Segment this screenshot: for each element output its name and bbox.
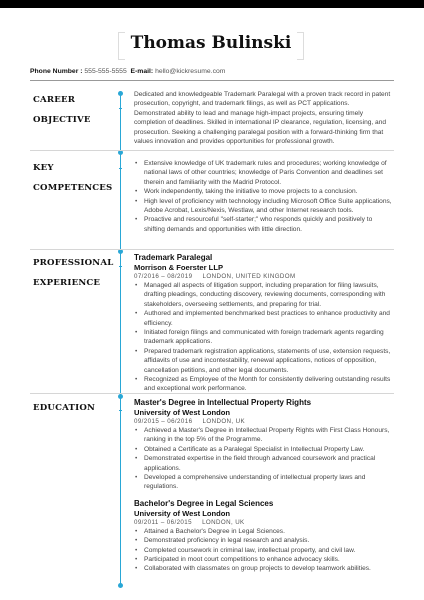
list-item: • Managed all aspects of litigation support, including preparation for filing lawsuits, drafting pleadings, conducting discovery, reviewing documents, corresponding with stakeholders, overseeing settlements, and preparing for trial. [134,281,392,309]
section-title-line: CAREER [33,95,76,105]
company-name: Morrison & Foerster LLP [134,263,224,272]
timeline-dot [118,91,123,96]
section-divider [30,249,394,250]
list-item: • Initiated foreign filings and communicated with foreign trademark agents regarding trademark applications. [134,328,392,347]
timeline-dot [118,583,123,588]
list-item: • Proactive and resourceful "self-starter;" who responds quickly and positively to shifting demands and opportunities with little direction. [134,215,392,234]
list-item: • Extensive knowledge of UK trademark rules and procedures; working knowledge of national laws of other countries; knowledge of Paris Convention and deadlines set therein and familiarity with the Madrid Protocol. [134,159,392,187]
section-title-line: OBJECTIVE [33,115,91,125]
timeline-line [120,92,121,586]
key-competences-content [134,159,392,234]
header-divider [30,80,394,81]
degree-location: LONDON, UK [202,518,245,526]
timeline-tick [119,168,122,169]
job-dates: 07/2016 – 08/2019 [134,273,193,280]
email-label: E-mail: [130,68,154,75]
list-item: • High level of proficiency with technology including Microsoft Office Suite applications, Adobe Acrobat, Lexis/Nexis, Westlaw, and other Internet research tools. [134,197,392,216]
professional-experience-content [134,253,392,394]
list-item: • Developed a comprehensive understanding of intellectual property laws and regulations. [134,473,392,492]
career-objective-content [134,90,392,146]
list-item: • Collaborated with classmates on group projects to develop teamwork abilities. [134,564,392,573]
timeline-dot [118,394,123,399]
degree-dates: 09/2011 – 06/2015 [134,518,192,526]
degree-achievements-list [134,426,392,492]
list-item: • Demonstrated proficiency in legal research and analysis. [134,536,392,545]
section-title-key-competences [33,158,112,198]
section-title-career-objective [33,90,91,130]
career-objective-text: Dedicated and knowledgeable Trademark Paralegal with a proven track record in patent prosecution, copyright, and trademark filings, as well as PCT applications. Demonstrated ability to lead and manage high-impact projects, ensuring timely completion of deadlines. Skilled in international IP clearance, regulation, licensing, and prosecution. Seeking a challenging paralegal position with a forward-thinking firm that values innovation and provides opportunities for professional growth. [134,91,391,146]
section-divider [30,150,394,151]
list-item: • Demonstrated expertise in the field through advanced coursework and practical applications. [134,454,392,473]
section-title-line: KEY [33,163,54,173]
list-item: • Recognized as Employee of the Month for consistently delivering outstanding results and exceptional work performance. [134,375,392,394]
school-name: University of West London [134,508,231,518]
section-title-line: PROFESSIONAL [33,258,114,268]
phone-label: Phone Number : [30,68,83,75]
phone-value: 555-555-5555 [84,68,127,75]
list-item: • Obtained a Certificate as a Paralegal Specialist in Intellectual Property Law. [134,445,392,454]
competence-list [134,159,392,234]
email-value: hello@kickresume.com [155,68,226,75]
name-header [118,32,304,58]
job-title: Trademark Paralegal [134,253,213,262]
timeline-tick [119,410,122,411]
degree-location: LONDON, UK [202,418,246,425]
school-name: University of West London [134,408,231,417]
degree-achievements-list [134,527,392,574]
degree-meta [134,417,392,426]
list-item: • Work independently, taking the initiative to move projects to a conclusion. [134,187,392,196]
contact-line [30,68,225,75]
candidate-name: Thomas Bulinski [130,33,292,53]
list-item: • Authored and implemented benchmarked best practices to enhance productivity and efficiency. [134,309,392,328]
section-title-line: COMPETENCES [33,183,113,193]
top-bar [0,0,424,8]
timeline-tick [119,266,122,267]
degree-title: Bachelor's Degree in Legal Sciences [134,498,274,508]
section-title-line: EXPERIENCE [33,278,101,288]
education-content [134,398,392,574]
job-location: LONDON, UNITED KINGDOM [202,273,296,280]
list-item: • Participated in moot court competitions to enhance advocacy skills. [134,555,392,564]
section-divider [30,393,394,394]
section-title-professional-experience [33,253,113,293]
degree-title: Master's Degree in Intellectual Property Rights [134,398,312,407]
section-title-line: EDUCATION [33,403,96,413]
list-item: • Attained a Bachelor's Degree in Legal Sciences. [134,527,392,536]
degree-dates: 09/2015 – 06/2016 [134,418,193,425]
timeline-tick [119,108,122,109]
section-title-education [33,398,95,418]
list-item: • Achieved a Master's Degree in Intellectual Property Rights with First Class Honours, ranking in the top 5% of the Programme. [134,426,392,445]
list-item: • Prepared trademark registration applications, statements of use, extension requests, affidavits of use and incontestability, renewal applications, notices of opposition, cancellation petitions, and other legal documents. [134,347,392,375]
job-meta [134,272,392,281]
degree-meta [134,518,392,527]
list-item: • Completed coursework in criminal law, intellectual property, and civil law. [134,546,392,555]
job-duties-list [134,281,392,394]
